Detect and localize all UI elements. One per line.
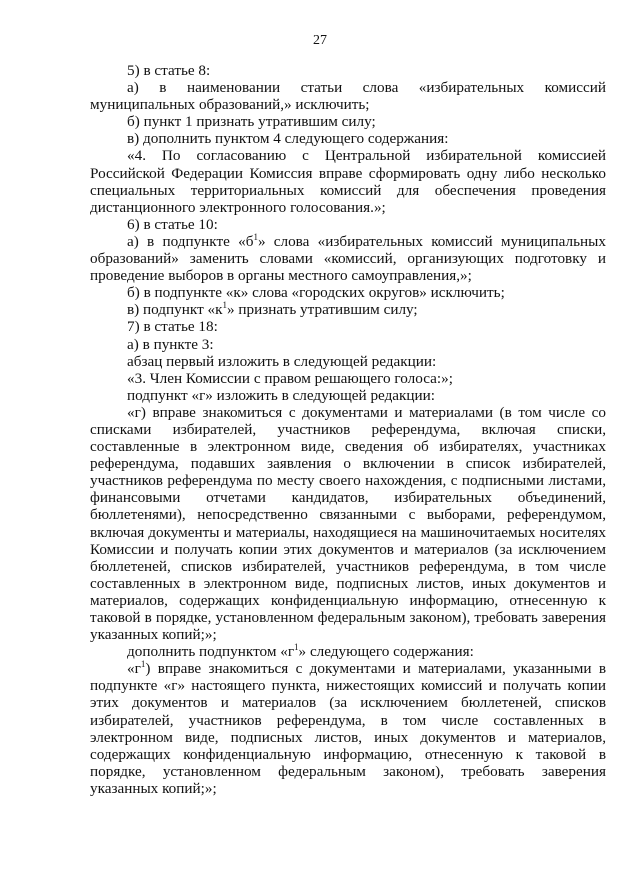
paragraph: а) в пункте 3: — [127, 335, 214, 353]
paragraph: 6) в статье 10: — [127, 215, 218, 233]
paragraph: абзац первый изложить в следующей редакции: — [127, 352, 437, 370]
paragraph: подпункт «г» изложить в следующей редакции: — [127, 386, 436, 404]
paragraph: 7) в статье 18: — [127, 318, 218, 336]
paragraph: «г) вправе знакомиться с документами и материалами (в том числе со списками избирателей, участников референдума, включая списки, составленные в электронном виде, сведения об избирателях, участниках референдума, подавших заявления о включении в список избирателей, участников референдума по месту своего нахождения, с подписными листами, финансовыми отчетами кандидатов, избирательных объединений, бюллетенями), непосредственно связанными с выборами, референдумом, включая документы и материалы, находящиеся на машиночитаемых носителях Комиссии и получать копии этих документов и материалов (за исключением бюллетеней, списков избирателей, участников референдума, в том числе составленных в электронном виде, подписных листов, иных документов и материалов, содержащих конфиденциальную информацию, отнесенную к таковой в порядке, установленном федеральным законом), требовать заверения указанных копий;»; — [90, 403, 606, 644]
superscript: 1 — [294, 642, 299, 653]
paragraph: б) в подпункте «к» слова «городских округов» исключить; — [127, 284, 505, 302]
paragraph: в) подпункт «$к^1$» признать утратившим силу; — [127, 300, 418, 319]
paragraph: б) пункт 1 признать утратившим силу; — [127, 113, 376, 131]
paragraph: «$г^1$) вправе знакомиться с документами и материалами, указанными в подпункте «г» настоящего пункта, нижестоящих комиссий и получать копии этих документов и материалов (за исключением бюллетеней, списков избирателей, участников референдума, в том числе составленных в электронном виде, подписных листов, иных документов и материалов, содержащих конфиденциальную информацию, отнесенную к таковой в порядке, установленном федеральным законом), требовать заверения указанных копий;»; — [90, 659, 606, 797]
document-body — [90, 62, 606, 797]
paragraph: дополнить подпунктом «$г^1$» следующего содержания: — [127, 642, 474, 661]
superscript: 1 — [253, 231, 258, 242]
paragraph: а) в наименовании статьи слова «избирательных комиссий муниципальных образований,» исключить; — [90, 79, 606, 114]
superscript: 1 — [140, 659, 146, 670]
page-number: 27 — [313, 33, 327, 48]
paragraph: а) в подпункте «$б^1$» слова «избирательных комиссий муниципальных образований» заменить словами «комиссий, организующих подготовку и проведение выборов в органы местного самоуправления,»; — [90, 231, 606, 285]
superscript: 1 — [222, 300, 227, 311]
paragraph: «4. По согласованию с Центральной избирательной комиссией Российской Федерации Комиссия вправе сформировать одну либо несколько специальных территориальных комиссий для обеспечения проведения дистанционного электронного голосования.»; — [90, 147, 606, 216]
paragraph: в) дополнить пунктом 4 следующего содержания: — [127, 130, 449, 148]
paragraph: 5) в статье 8: — [127, 62, 211, 79]
paragraph: «3. Член Комиссии с правом решающего голоса:»; — [127, 369, 453, 387]
